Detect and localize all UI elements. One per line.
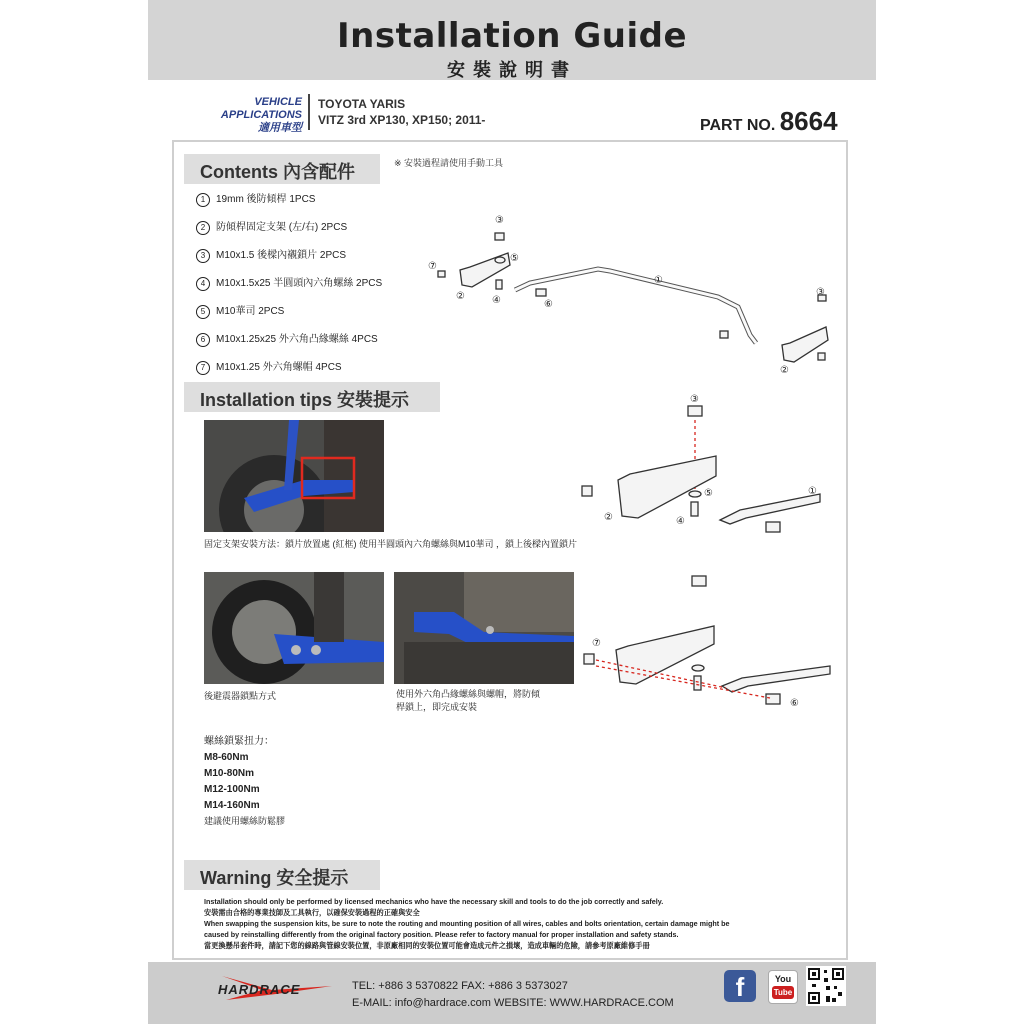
item-text: M10x1.25 外六角螺帽 4PCS	[216, 362, 342, 373]
item-number: 4	[196, 277, 210, 291]
bracket-mount-drawing	[616, 626, 714, 684]
vehicle-applications-label	[172, 96, 302, 135]
mount-callout-7: ⑦	[592, 638, 601, 649]
vehicle-line1: TOYOTA YARIS	[318, 97, 406, 111]
item-number: 3	[196, 249, 210, 263]
parts-overview-diagram	[420, 205, 840, 385]
detail-callout-1: ①	[808, 486, 817, 497]
photo-shock-mount	[204, 572, 384, 684]
callout-6: ⑥	[544, 299, 553, 310]
tools-note: ※ 安裝過程請使用手動工具	[394, 158, 504, 168]
washer-drawing	[495, 257, 505, 263]
torque-m14: M14-160Nm	[204, 800, 260, 811]
detail-callout-5: ⑤	[704, 488, 713, 499]
vehicle-line2: VITZ 3rd XP130, XP150; 2011-	[318, 113, 486, 127]
callout-4: ④	[492, 295, 501, 306]
item-number: 2	[196, 221, 210, 235]
photo-shock-art	[204, 572, 384, 684]
contact-info	[352, 978, 674, 1012]
part-number-value: 8664	[779, 106, 838, 136]
contents-heading-text: Contents 內含配件	[200, 162, 355, 182]
contents-heading	[184, 154, 380, 184]
caption-bar-mounted	[396, 688, 540, 714]
list-item	[196, 190, 315, 207]
mount-callout-6: ⑥	[790, 698, 799, 709]
tips-heading	[184, 382, 440, 412]
list-item	[196, 358, 342, 375]
youtube-icon[interactable]	[768, 970, 798, 1004]
torque-specs	[204, 734, 274, 814]
sealant-note: 建議使用螺絲防鬆膠	[204, 816, 286, 826]
facebook-icon[interactable]: f	[724, 970, 756, 1002]
torque-m12: M12-100Nm	[204, 784, 260, 795]
list-item	[196, 302, 284, 319]
callout-1: ①	[654, 275, 663, 286]
item-number: 1	[196, 193, 210, 207]
vehicle-divider	[308, 94, 310, 130]
item-number: 7	[196, 361, 210, 375]
caption-bracket: 固定支架安裝方法：鎖片放置處 (紅框) 使用半圓頭內六角螺絲與M10華司 ，鎖上後樑內置鎖片	[204, 539, 578, 549]
nut-drawing	[438, 271, 445, 277]
callout-3: ③	[495, 215, 504, 226]
item-number: 6	[196, 333, 210, 347]
part-label: PART NO.	[700, 117, 776, 134]
vehicle-label-en: VEHICLE APPLICATIONS	[220, 96, 302, 121]
photo-bracket-install	[204, 420, 384, 532]
item-text: M10x1.5 後樑內襯鎖片 2PCS	[216, 250, 347, 261]
detail-callout-3: ③	[690, 394, 699, 405]
lock-plate-detail	[688, 406, 702, 416]
vehicle-info	[318, 96, 485, 128]
caption-bar-line1: 使用外六角凸緣螺絲與螺帽，將防傾	[396, 689, 541, 699]
caption-bar-line2: 桿鎖上，即完成安裝	[396, 702, 478, 712]
item-text: M10x1.25x25 外六角凸緣螺絲 4PCS	[216, 334, 378, 345]
callout-2b: ②	[780, 365, 789, 376]
page-subtitle: 安裝說明書	[447, 60, 577, 80]
warning-line: 安裝需由合格的專業技師及工具執行，以確保安裝過程的正確與安全	[204, 908, 420, 917]
warning-text	[204, 896, 834, 951]
callout-5: ⑤	[510, 253, 519, 264]
bolt-drawing	[496, 280, 502, 289]
torque-m8: M8-60Nm	[204, 752, 249, 763]
contact-email: E-MAIL: info@hardrace.com WEBSITE: WWW.HARDRACE.COM	[352, 997, 674, 1009]
bracket-detail-drawing	[618, 456, 716, 518]
lock-plate-drawing	[495, 233, 504, 240]
detail-callout-4: ④	[676, 516, 685, 527]
caption-shock: 後避震器鎖點方式	[204, 691, 277, 701]
list-item	[196, 246, 346, 263]
list-item	[196, 274, 382, 291]
torque-m10: M10-80Nm	[204, 768, 255, 779]
item-text: 19mm 後防傾桿 1PCS	[216, 194, 316, 205]
detail-callout-2: ②	[604, 512, 613, 523]
bar-mount-detail-diagram	[576, 570, 836, 720]
photo-bracket-art	[204, 420, 384, 532]
youtube-tube: Tube	[773, 988, 793, 997]
qr-code-icon[interactable]	[806, 966, 846, 1006]
list-item	[196, 330, 378, 347]
item-text: 防傾桿固定支架 (左/右) 2PCS	[216, 222, 348, 233]
warning-line: When swapping the suspension kits, be sure to note the routing and mounting position of all wires, cables and bolts orientation, certain damage might be	[204, 919, 730, 928]
vehicle-label-zh: 適用車型	[258, 122, 302, 134]
warning-heading-text: Warning 安全提示	[200, 868, 349, 888]
list-item	[196, 218, 347, 235]
youtube-you: You	[774, 974, 792, 984]
hardrace-logo: HARDRACE	[218, 982, 301, 997]
warning-line: Installation should only be performed by licensed mechanics who have the necessary skill and tools to do the job correctly and safely.	[204, 897, 664, 906]
callout-7: ⑦	[428, 261, 437, 272]
contact-phone: TEL: +886 3 5370822 FAX: +886 3 5373027	[352, 980, 568, 992]
part-number	[700, 106, 838, 137]
item-number: 5	[196, 305, 210, 319]
page-title: Installation Guide	[336, 16, 687, 56]
warning-heading	[184, 860, 380, 890]
warning-line: 當更換懸吊套件時，請記下您的線路與管線安裝位置，非原廠相同的安裝位置可能會造成元件之損壞，造成車輛的危險，請參考原廠維修手冊	[204, 941, 650, 950]
bracket-detail-diagram	[570, 390, 840, 550]
item-text: M10x1.5x25 半圓頭內六角螺絲 2PCS	[216, 278, 383, 289]
warning-line: caused by reinstalling differently from the original factory position. Please refer to factory manual for proper installation and safety stands.	[204, 930, 679, 939]
item-text: M10華司 2PCS	[216, 306, 285, 317]
photo-bar-mounted	[394, 572, 574, 684]
torque-title: 螺絲鎖緊扭力：	[204, 736, 274, 747]
tips-heading-text: Installation tips 安裝提示	[200, 390, 410, 410]
callout-3b: ③	[816, 287, 825, 298]
callout-2: ②	[456, 291, 465, 302]
photo-bar-art	[394, 572, 574, 684]
